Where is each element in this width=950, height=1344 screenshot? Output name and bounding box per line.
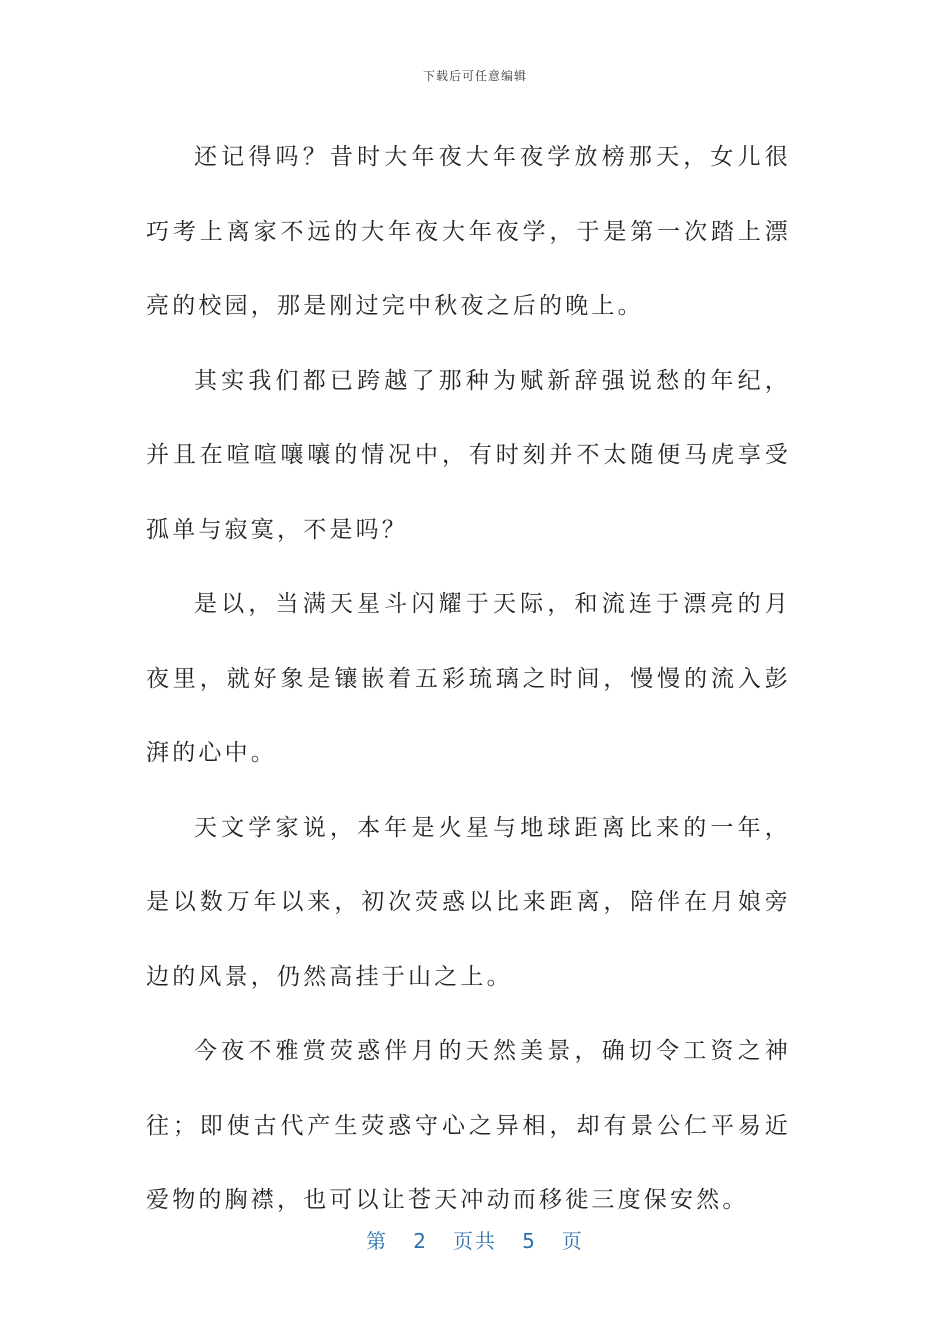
paragraph-2: 其实我们都已跨越了那种为赋新辞强说愁的年纪，并且在喧喧嚷嚷的情况中，有时刻并不太随便马虎享受孤单与寂寞，不是吗？ — [146, 367, 791, 543]
paragraph-4: 天文学家说，本年是火星与地球距离比来的一年，是以数万年以来，初次荧惑以比来距离，陪伴在月娘旁边的风景，仍然高挂于山之上。 — [146, 814, 791, 990]
paragraph-5: 今夜不雅赏荧惑伴月的天然美景，确切令工资之神往；即使古代产生荧惑守心之异相，却有景公仁平易近爱物的胸襟，也可以让苍天冲动而移徙三度保安然。 — [146, 1038, 791, 1213]
page-label-suffix: 页 — [561, 1229, 584, 1253]
paragraph-3: 是以，当满天星斗闪耀于天际，和流连于漂亮的月夜里，就好象是镶嵌着五彩琉璃之时间，慢慢的流入彭湃的心中。 — [146, 591, 791, 766]
page-label-prefix: 第 — [366, 1229, 389, 1253]
current-page-number: 2 — [413, 1229, 428, 1253]
page-header: 下载后可任意编辑 — [422, 69, 527, 83]
total-pages-number: 5 — [522, 1229, 537, 1253]
paragraph-1: 还记得吗？昔时大年夜大年夜学放榜那天，女儿很巧考上离家不远的大年夜大年夜学，于是第一次踏上漂亮的校园，那是刚过完中秋夜之后的晚上。 — [146, 144, 791, 319]
document-body — [146, 120, 791, 1238]
page-label-mid: 页共 — [453, 1229, 497, 1253]
page-footer — [0, 1225, 950, 1254]
